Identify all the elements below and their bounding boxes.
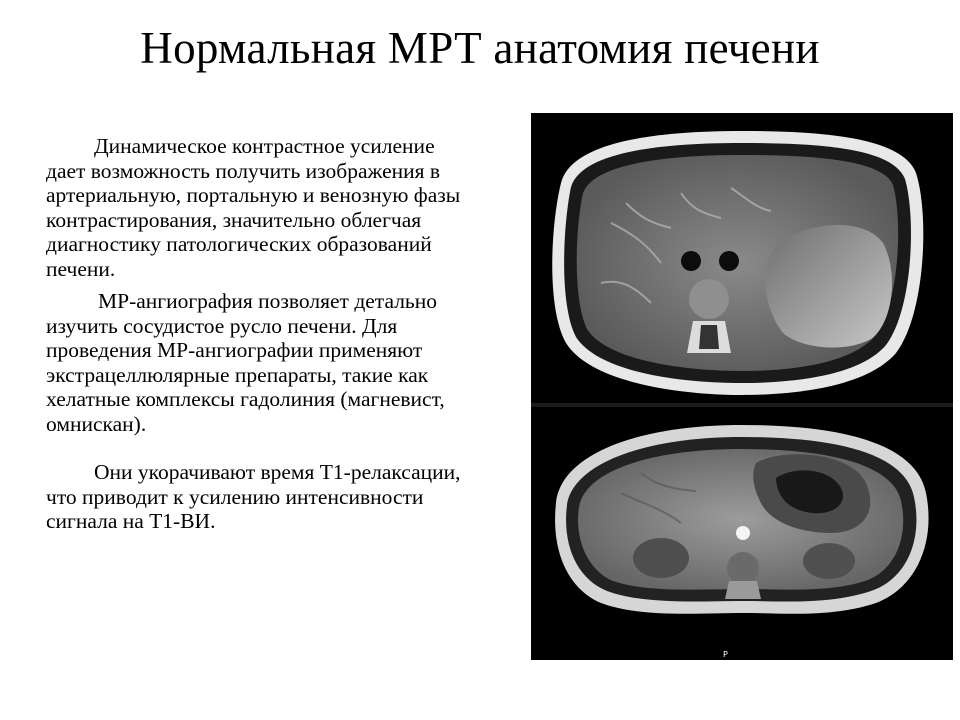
slide-title: Нормальная МРТ анатомия печени [140, 23, 820, 73]
mri-slice-upper [552, 131, 923, 395]
body-text [46, 134, 470, 534]
paragraph-t1-relaxation: Они укорачивают время Т1-релаксации, что приводит к усилению интенсивности сигнала на Т1-ВИ. [46, 460, 461, 533]
paragraph-dynamic-contrast: Динамическое контрастное усиление дает возможность получить изображения в артериальную, портальную и венозную фазы контрастирования, значительно облегчая диагностику патологических образований печени. [46, 134, 461, 281]
mri-image [531, 113, 953, 660]
image-corner-mark: P [723, 650, 728, 659]
paragraph-mr-angiography: МР-ангиография позволяет детально изучить сосудистое русло печени. Для проведения МР-ангиографии применяют экстрацеллюлярные препараты, такие как хелатные комплексы гадолиния (магневист, омнискан). [46, 289, 445, 436]
